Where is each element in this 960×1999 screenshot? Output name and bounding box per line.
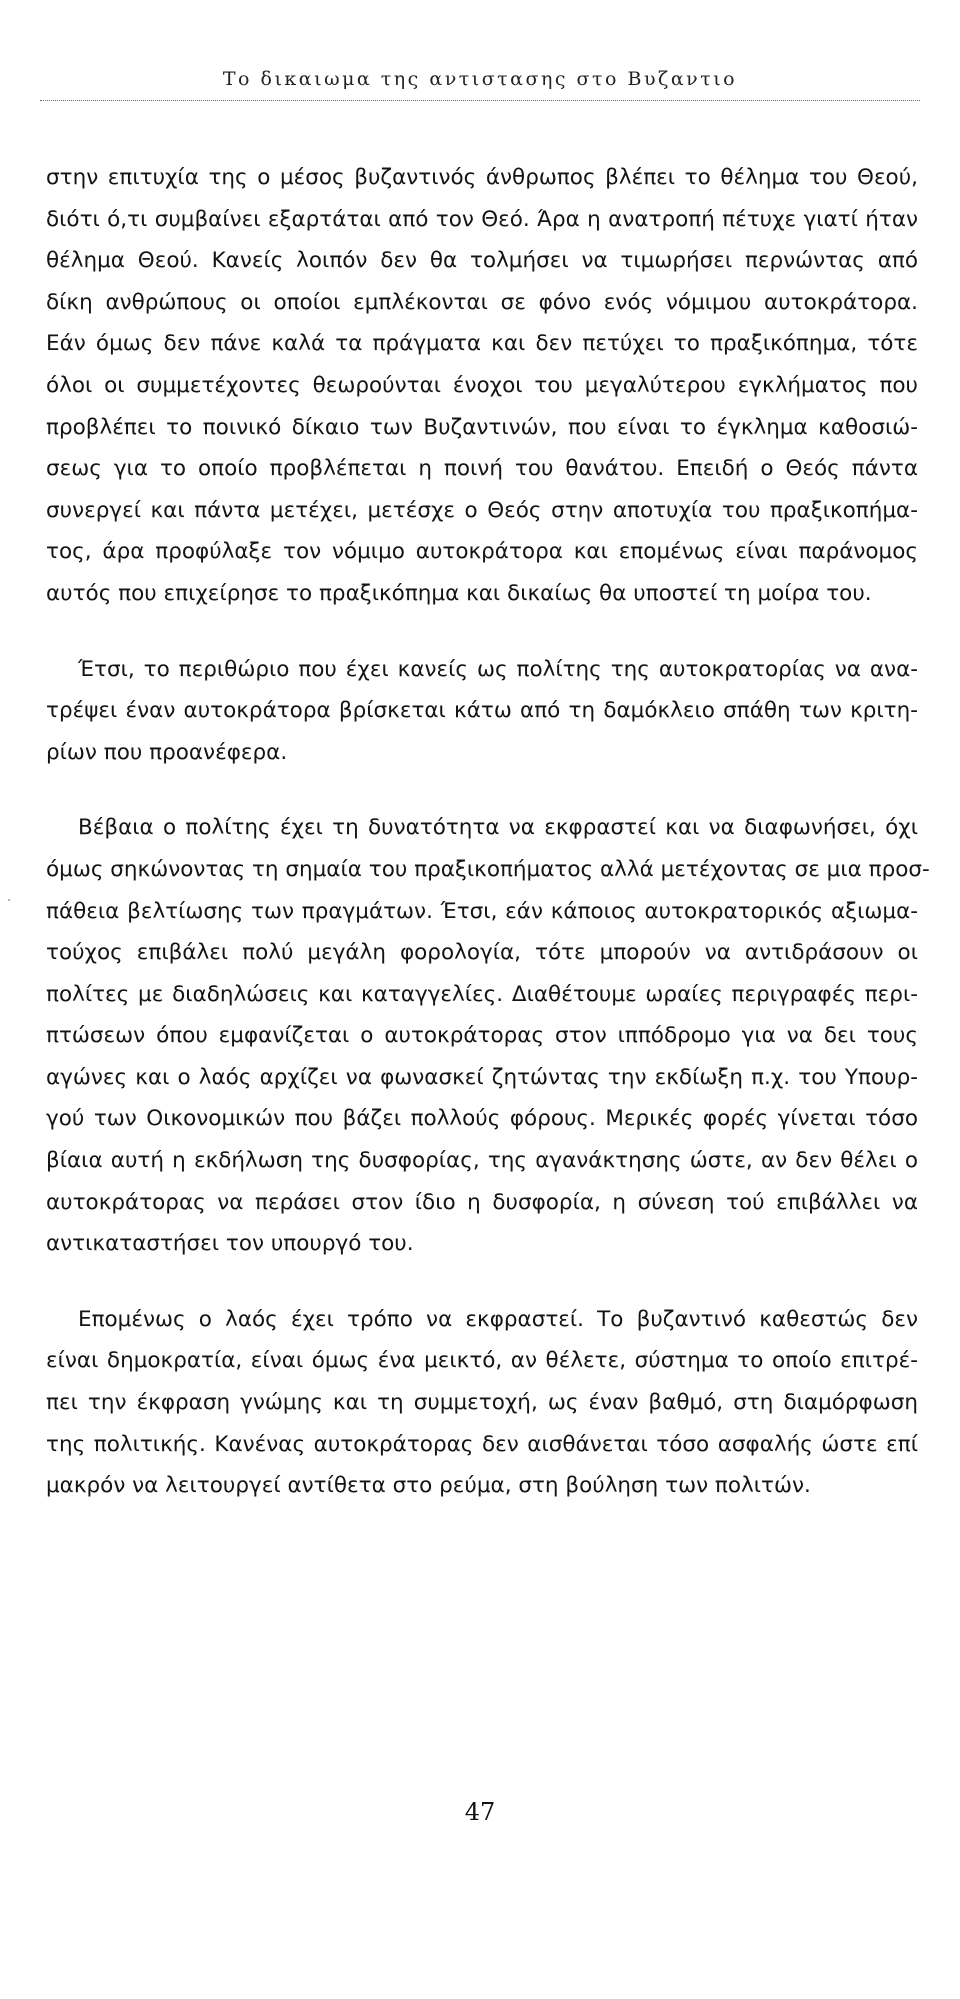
text-line: στην επιτυχία της ο μέσος βυζαντινός άνθρωπος βλέπει το θέλημα του Θεού, [46,165,918,190]
text-line: αυτοκράτορας να περάσει στον ίδιο η δυσφορία, η σύνεση τού επιβάλλει να [46,1189,918,1215]
text-line: Βέβαια ο πολίτης έχει τη δυνατότητα να εκφραστεί και να διαφωνήσει, όχι [78,815,918,841]
text-line: διότι ό,τι συμβαίνει εξαρτάται από τον Θεό. Άρα η ανατροπή πέτυχε γιατί ήταν [46,206,918,232]
text-line: σεως για το οποίο προβλέπεται η ποινή του θανάτου. Επειδή ο Θεός πάντα [46,456,918,482]
text-line: αντικαταστήσει τον υπουργό του. [46,1231,414,1257]
text-line: Επομένως ο λαός έχει τρόπο να εκφραστεί. Το βυζαντινό καθεστώς δεν [78,1306,918,1332]
text-line: ρίων που προανέφερα. [46,739,288,765]
text-line: πτώσεων όπου εμφανίζεται ο αυτοκράτορας στον ιππόδρομο για να δει τους [46,1023,918,1049]
text-line: πάθεια βελτίωσης των πραγμάτων. Έτσι, εάν κάποιος αυτοκρατορικός αξιωμα- [46,898,918,924]
text-line: όλοι οι συμμετέχοντες θεωρούνται ένοχοι του μεγαλύτερου εγκλήματος που [46,372,918,398]
text-line: θέλημα Θεού. Κανείς λοιπόν δεν θα τολμήσει να τιμωρήσει περνώντας από [46,248,918,274]
text-line: δίκη ανθρώπους οι οποίοι εμπλέκονται σε φόνο ενός νόμιμου αυτοκράτορα. [46,289,918,315]
page-number: 47 [464,1798,496,1826]
text-line: πει την έκφραση γνώμης και τη συμμετοχή, ως έναν βαθμό, στη διαμόρφωση [46,1390,918,1416]
text-line: τρέψει έναν αυτοκράτορα βρίσκεται κάτω από τη δαμόκλειο σπάθη των κριτη- [46,698,918,724]
text-line: Έτσι, το περιθώριο που έχει κανείς ως πολίτης της αυτοκρατορίας να ανα- [78,656,918,682]
paragraph-1 [46,157,918,615]
text-line: της πολιτικής. Κανένας αυτοκράτορας δεν αισθάνεται τόσο ασφαλής ώστε επί [46,1431,918,1457]
header-rule [40,100,920,101]
text-line: τούχος επιβάλει πολύ μεγάλη φορολογία, τότε μπορούν να αντιδράσουν οι [46,940,918,966]
body-text [46,157,930,1507]
text-line: συνεργεί και πάντα μετέχει, μετέσχε ο Θεός στην αποτυχία του πραξικοπήμα- [46,497,918,523]
text-line: Εάν όμως δεν πάνε καλά τα πράγματα και δεν πετύχει το πραξικόπημα, τότε [46,331,918,357]
text-line: βίαια αυτή η εκδήλωση της δυσφορίας, της αγανάκτησης ώστε, αν δεν θέλει ο [46,1148,918,1174]
scan-speck [8,899,10,901]
text-line: είναι δημοκρατία, είναι όμως ένα μεικτό, αν θέλετε, σύστημα το οποίο επιτρέ- [46,1348,918,1374]
text-line: πολίτες με διαδηλώσεις και καταγγελίες. Διαθέτουμε ωραίες περιγραφές περι- [46,981,918,1007]
paragraph-3 [46,807,930,1265]
text-line: προβλέπει το ποινικό δίκαιο των Βυζαντινών, που είναι το έγκλημα καθοσιώ- [46,414,918,440]
paragraph-2 [46,649,918,774]
text-line: όμως σηκώνοντας τη σημαία του πραξικοπήματος αλλά μετέχοντας σε μια προσ- [46,856,930,882]
text-line: αγώνες και ο λαός αρχίζει να φωνασκεί ζητώντας την εκδίωξη π.χ. του Υπουρ- [46,1064,918,1090]
paragraph-4 [46,1299,918,1507]
text-line: αυτός που επιχείρησε το πραξικόπημα και δικαίως θα υποστεί τη μοίρα του. [46,580,872,606]
running-head: Το δικαιωμα της αντιστασης στο Βυζαντιο [222,68,738,90]
text-line: γού των Οικονομικών που βάζει πολλούς φόρους. Μερικές φορές γίνεται τόσο [46,1106,918,1132]
text-line: τος, άρα προφύλαξε τον νόμιμο αυτοκράτορα και επομένως είναι παράνομος [46,539,918,565]
text-line: μακρόν να λειτουργεί αντίθετα στο ρεύμα, στη βούληση των πολιτών. [46,1473,811,1499]
